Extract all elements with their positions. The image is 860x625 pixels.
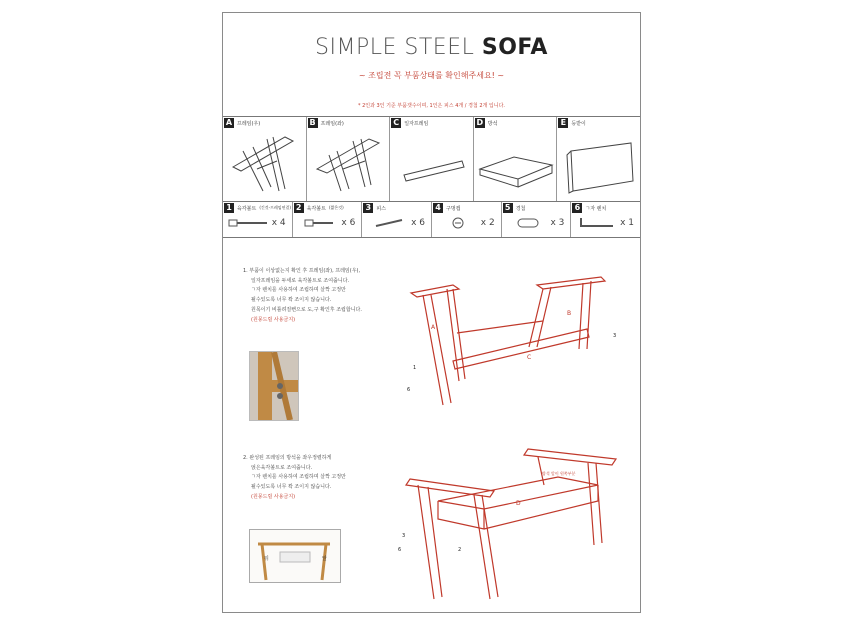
part-name: 일자프레임 [404,120,429,127]
hardware-number: 2 [294,203,304,213]
step-warning: (원몽드릴 사용금지) [251,316,296,323]
hardware-name: 육각볼트 [306,205,326,212]
part-letter: A [225,118,233,127]
hardware-name: 피스 [376,205,387,212]
step-line: 2. 완성된 프레임의 방석을 좌우정렬하게 [243,455,332,461]
hole-cap-icon [436,216,480,230]
hardware-item [502,202,572,237]
fig1-label-a: A [431,324,436,331]
step-line: ㄱ자 렌치를 사용하여 조립하며 살짝 고정만 [251,474,346,481]
hardware-qty: x 1 [620,218,635,228]
hardware-name: 경첩 [515,205,526,212]
photo2-back: 뒤 [264,556,269,562]
part-b [307,117,391,201]
fig2-num-2: 2 [458,547,462,553]
bolt-detail-photo [249,351,299,421]
step-line: 일자프레임을 두세로 육각볼트로 조여줍니다. [251,277,350,284]
screw-icon [366,216,410,230]
frame-right-drawing [223,129,305,199]
step-line: 얹은육각볼트로 조여줍니다. [251,464,313,471]
fig2-label-d: D [516,500,521,507]
hardware-number: 5 [503,203,513,213]
step-2-text [243,454,346,503]
fig1-num-1: 1 [413,365,417,371]
cushion-detail-photo [249,529,341,583]
hardware-number: 6 [572,203,582,213]
hardware-item [432,202,502,237]
hinge-icon [506,216,550,230]
step-line: ㄱ자 렌치를 사용하여 조립하며 살짝 고정만 [251,287,346,294]
backrest-drawing [557,129,639,199]
hardware-note: (긴것-프레임연결) [259,205,291,210]
part-name: 등받이 [571,120,586,127]
hardware-name: 구멍캡 [446,205,461,212]
long-bolt-icon [227,216,271,230]
hardware-item [223,202,293,237]
hardware-note: (짧은것) [329,205,344,210]
part-letter: B [309,118,316,127]
title-bold: SOFA [481,35,548,60]
part-letter: C [391,118,401,128]
fig2-num-3: 3 [402,533,406,539]
fig1-num-6: 6 [407,387,411,393]
part-a [223,117,307,201]
short-bolt-icon [297,216,341,230]
part-d [474,117,558,201]
fig1-num-3: 3 [613,333,617,339]
step-1-text [243,267,362,325]
hardware-name: 육각볼트 [237,205,257,212]
hardware-name: ㄱ자 렌치 [585,205,607,212]
photo2-front: 앞 [322,556,327,562]
assembly-figure-1 [403,273,623,413]
hardware-item [571,202,640,237]
step-line: 원목이기 비틀려질뻔으로 도,구 확인후 조립합니다. [251,306,362,313]
parts-row [223,116,640,202]
step-line: 1. 부품이 이상없는지 확인 후 프레임(좌), 프레임(우), [243,268,361,274]
hardware-number: 3 [363,203,373,213]
hardware-item [293,202,363,237]
fig2-num-6: 6 [398,547,402,553]
hardware-number: 4 [433,203,443,213]
hardware-number: 1 [224,203,234,213]
step-warning: (원몽드릴 사용금지) [251,493,296,500]
subtitle: ~ 조립전 꼭 부품상태를 확인해주세요! ~ [358,71,505,80]
hardware-row [223,202,640,238]
part-e [557,117,640,201]
assembly-figure-2 [398,439,628,604]
part-letter: E [558,118,568,128]
part-name: 프레임(좌) [320,120,344,127]
hardware-qty: x 6 [341,218,356,228]
frame-left-drawing [307,129,389,199]
step-line: 될수있도록 너무 꽉 조이지 않습니다. [251,484,332,491]
hardware-item [362,202,432,237]
part-letter: D [476,118,484,127]
l-wrench-icon [575,216,619,230]
part-name: 프레임(우) [237,120,261,127]
parts-note: * 2인과 3인 기준 부품갯수이며, 1인은 피스 4개 / 경첩 2개 입니다. [357,103,505,109]
fig1-label-b: B [567,310,572,317]
step-line: 될수있도록 너무 꽉 조이지 않습니다. [251,297,332,304]
hardware-qty: x 6 [411,218,426,228]
fig1-label-c: C [527,354,532,361]
hardware-qty: x 4 [271,218,286,228]
part-name: 방석 [487,120,498,127]
hardware-qty: x 3 [550,218,565,228]
hardware-qty: x 2 [480,218,495,228]
page-title [223,35,640,60]
fig2-top-note: 방석 앞이 원쪽부분 [542,471,576,476]
cushion-drawing [474,129,556,199]
part-c [390,117,474,201]
title-light: SIMPLE STEEL [315,35,475,60]
instruction-sheet [222,12,641,613]
straight-frame-drawing [390,129,472,199]
